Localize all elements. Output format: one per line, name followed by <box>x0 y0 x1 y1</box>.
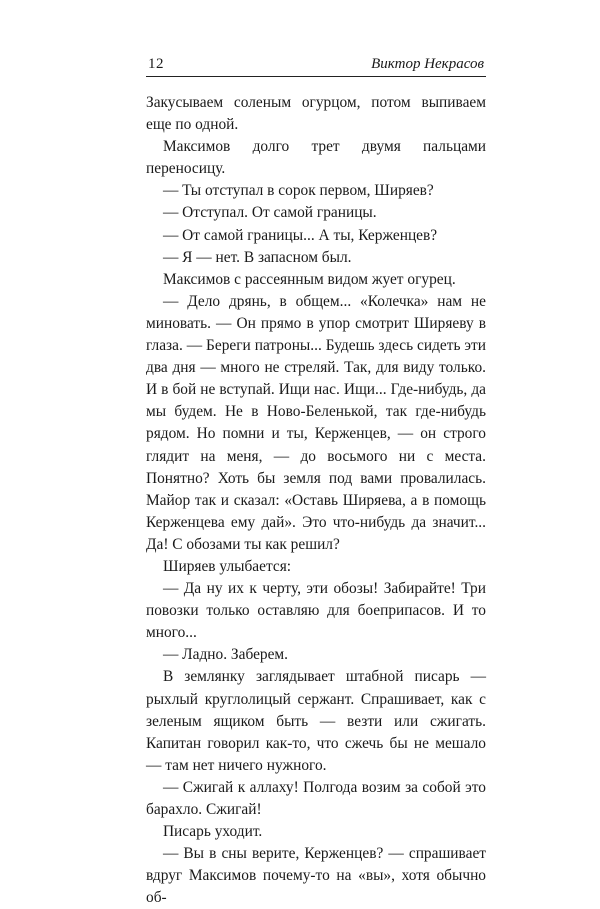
running-head <box>146 52 486 78</box>
running-head-author: Виктор Некрасов <box>371 56 484 72</box>
header-rule <box>146 76 486 77</box>
paragraph: — Вы в сны верите, Керженцев? — спрашивает вдруг Максимов почему-то на «вы», хотя обычно об- <box>146 845 486 907</box>
paragraph: Максимов долго трет двумя пальцами переносицу. <box>146 138 486 178</box>
paragraph: Закусываем соленым огурцом, потом выпиваем еще по одной. <box>146 94 486 134</box>
paragraph: — Отступал. От самой границы. <box>162 204 377 222</box>
paragraph: В землянку заглядывает штабной писарь — рыхлый круглолицый сержант. Спрашивает, как с зеленым ящиком быть — везти или сжигать. Капитан говорил как-то, что сжечь бы не мешало — там нет ничего нужного. <box>146 668 486 774</box>
paragraph: Ширяев улыбается: <box>162 557 292 575</box>
paragraph: — Да ну их к черту, эти обозы! Забирайте! Три повозки только оставляю для боеприпасов. И то много... <box>146 580 486 642</box>
paragraph: Максимов с рассеянным видом жует огурец. <box>162 270 456 288</box>
paragraph: — Я — нет. В запасном был. <box>162 248 352 266</box>
text-body <box>146 92 486 909</box>
paragraph: Писарь уходит. <box>162 823 263 841</box>
page-number: 12 <box>148 56 164 72</box>
paragraph: — Сжигай к аллаху! Полгода возим за собой это барахло. Сжигай! <box>146 778 486 818</box>
paragraph: — Ладно. Заберем. <box>162 646 289 664</box>
paragraph: — Дело дрянь, в общем... «Колечка» нам не миновать. — Он прямо в упор смотрит Ширяеву в глаза. — Береги патроны... Будешь здесь сидеть эти два дня — много не стреляй. Так, для виду только. И в бой не вступай. Ищи нас. Ищи... Где-нибудь, да мы будем. Не в Ново-Беленькой, так где-нибудь рядом. Но помни и ты, Керженцев, — он строго глядит на меня, — до восьмого ни с места. Понятно? Хоть бы земля под вами провалилась. Майор так и сказал: «Оставь Ширяева, а в помощь Керженцева ему дай». Это что-нибудь да значит... Да! С обозами ты как решил? <box>146 292 486 553</box>
paragraph: — От самой границы... А ты, Керженцев? <box>162 226 438 244</box>
paragraph: — Ты отступал в сорок первом, Ширяев? <box>162 182 434 200</box>
